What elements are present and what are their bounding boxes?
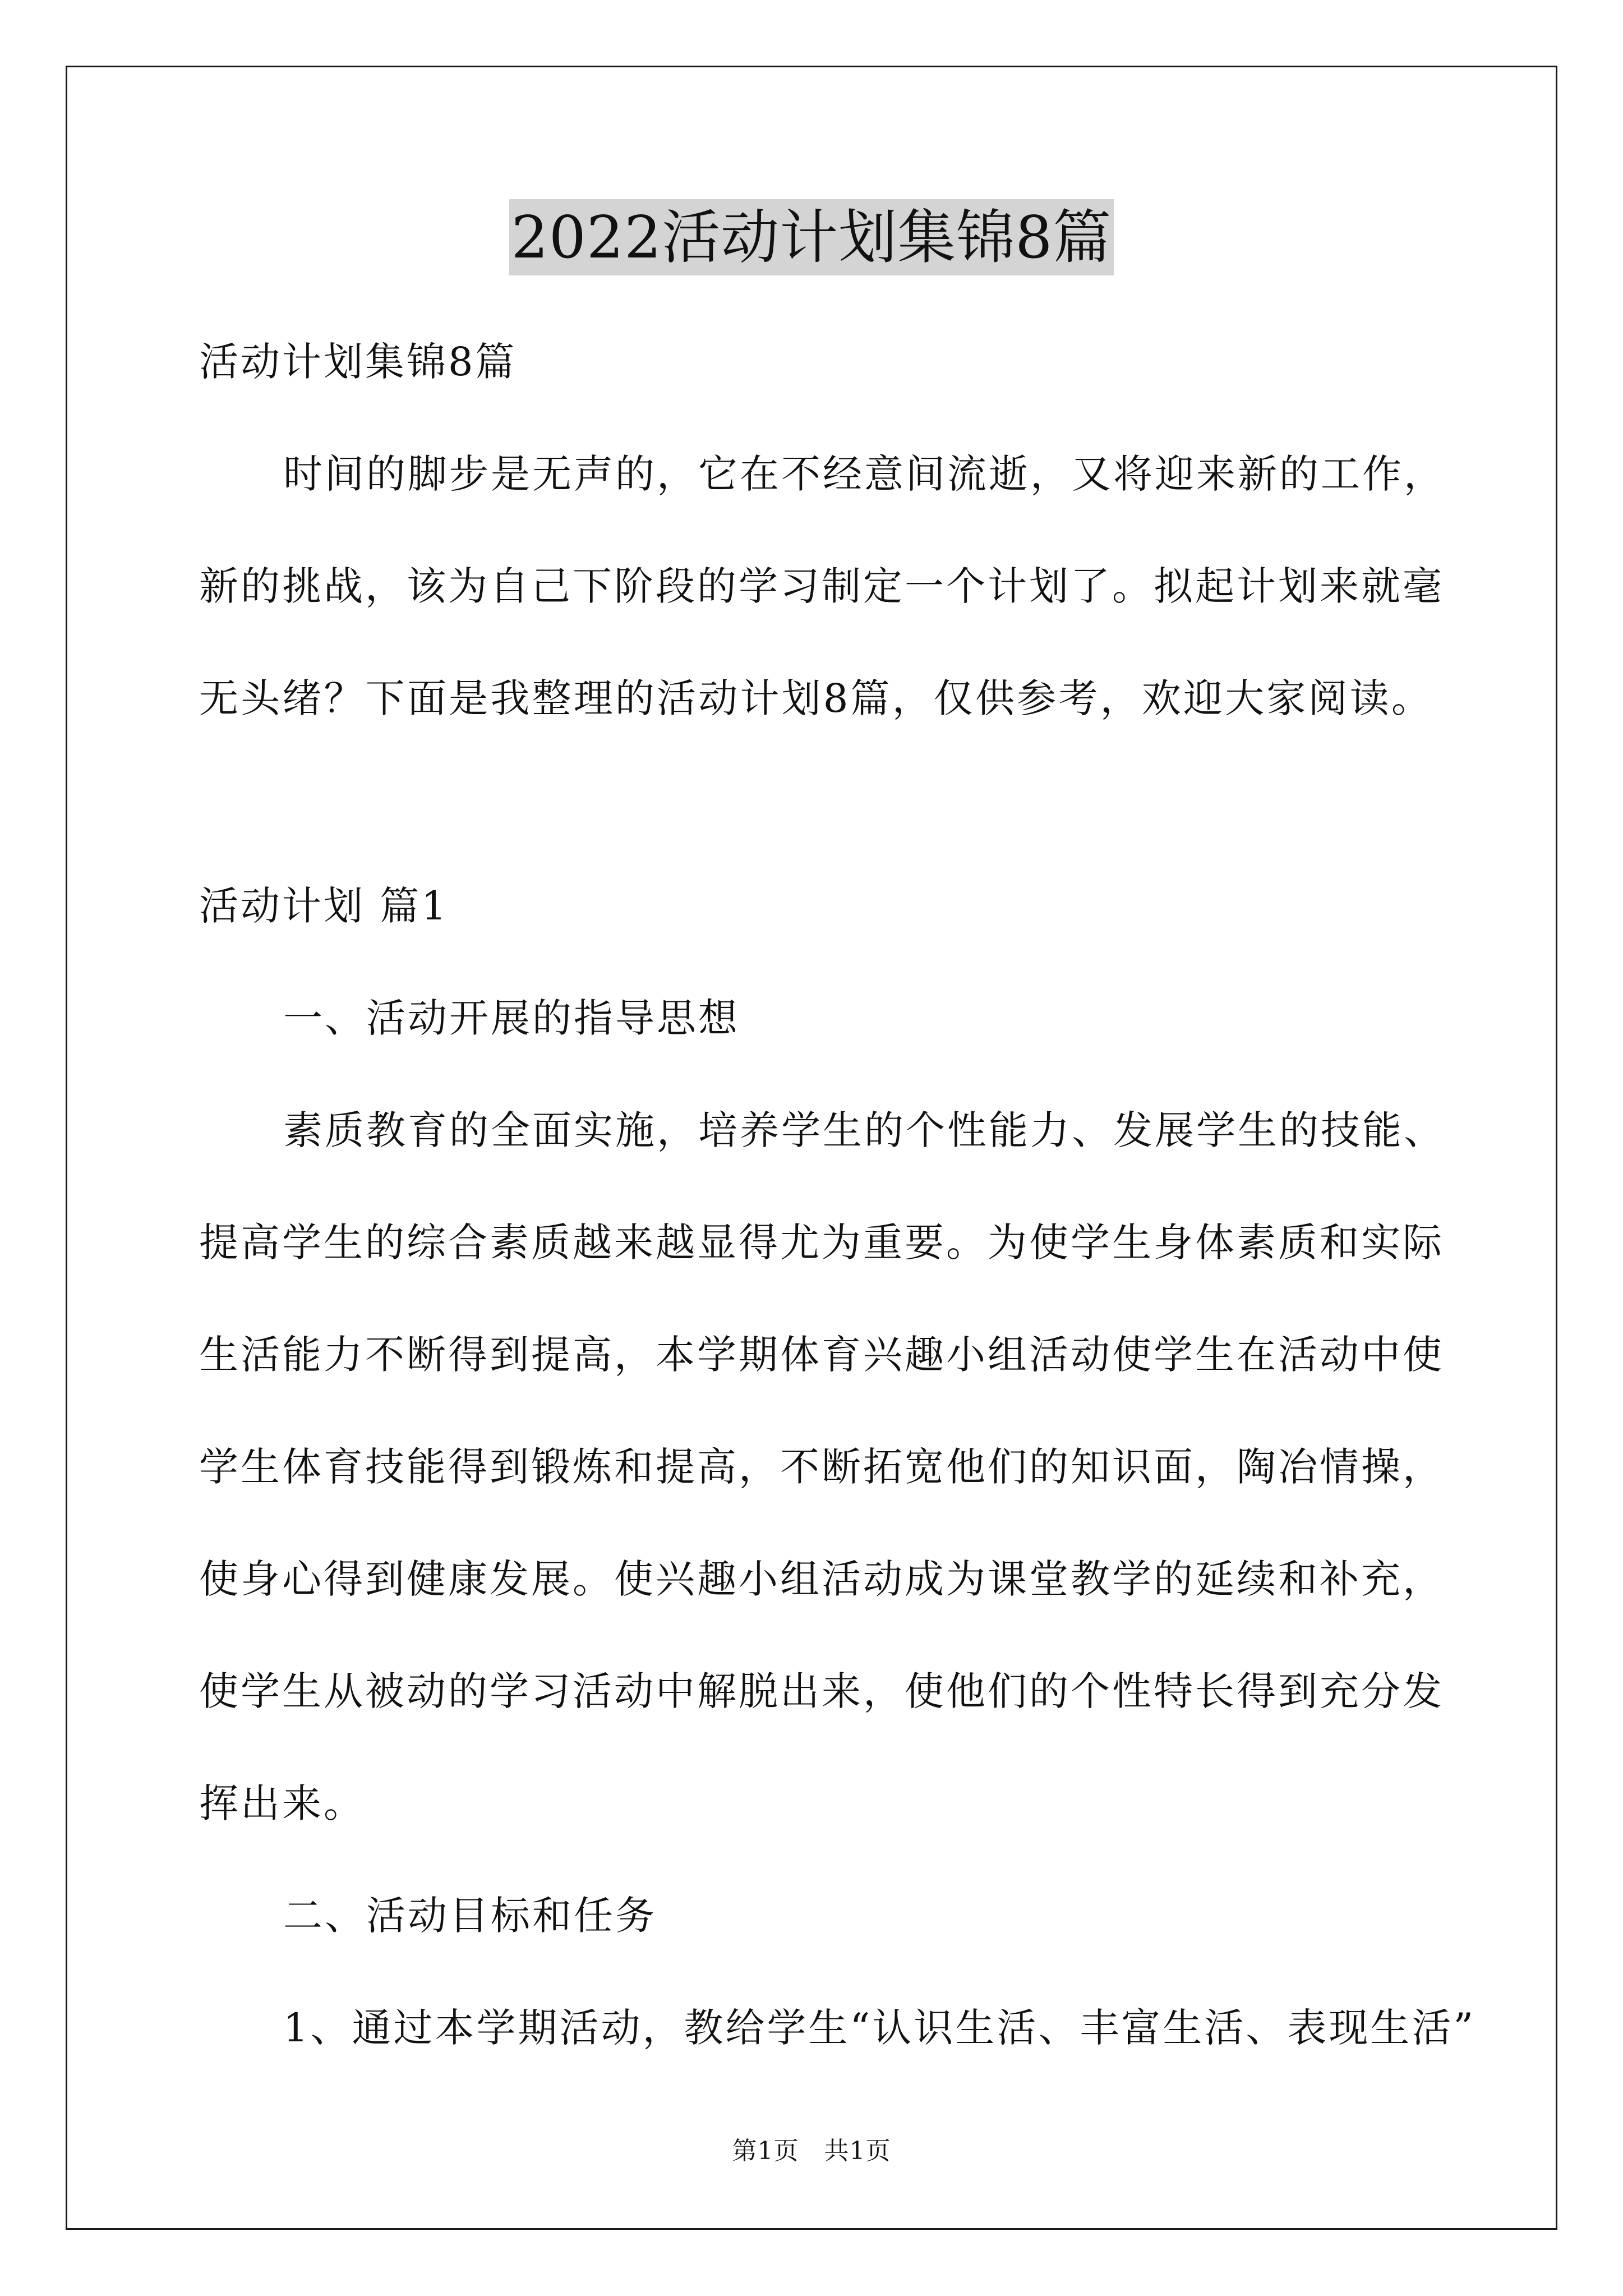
document-title: 2022活动计划集锦8篇	[509, 199, 1114, 275]
heading-goals-and-tasks: 二、活动目标和任务	[283, 1893, 657, 1939]
heading-guiding-ideology: 一、活动开展的指导思想	[283, 995, 740, 1041]
paragraph-line: 使学生从被动的学习活动中解脱出来，使他们的个性特长得到充分发	[199, 1668, 1444, 1714]
paragraph-line: 素质教育的全面实施，培养学生的个性能力、发展学生的技能、	[283, 1107, 1445, 1153]
paragraph-line: 使身心得到健康发展。使兴趣小组活动成为课堂教学的延续和补充，	[199, 1556, 1444, 1602]
list-item: 1、通过本学期活动，教给学生“认识生活、丰富生活、表现生活”	[283, 2005, 1476, 2051]
paragraph-line: 挥出来。	[199, 1780, 365, 1826]
paragraph-line: 生活能力不断得到提高，本学期体育兴趣小组活动使学生在活动中使	[199, 1332, 1444, 1378]
intro-line: 时间的脚步是无声的，它在不经意间流逝，又将迎来新的工作，	[283, 451, 1445, 497]
spacer	[199, 754, 1433, 850]
intro-line: 无头绪？下面是我整理的活动计划8篇，仅供参考，欢迎大家阅读。	[199, 675, 1433, 721]
paragraph-line: 学生体育技能得到锻炼和提高，不断拓宽他们的知识面，陶冶情操，	[199, 1444, 1444, 1490]
paragraph-line: 提高学生的综合素质越来越显得尤为重要。为使学生身体素质和实际	[199, 1220, 1444, 1266]
page-footer: 第1页 共1页	[732, 2137, 891, 2165]
intro-line: 新的挑战，该为自己下阶段的学习制定一个计划了。拟起计划来就毫	[199, 563, 1444, 609]
document-subtitle: 活动计划集锦8篇	[199, 339, 517, 385]
document-body	[199, 306, 1476, 2084]
section-heading: 活动计划 篇1	[199, 883, 449, 929]
title-container	[0, 199, 1623, 275]
